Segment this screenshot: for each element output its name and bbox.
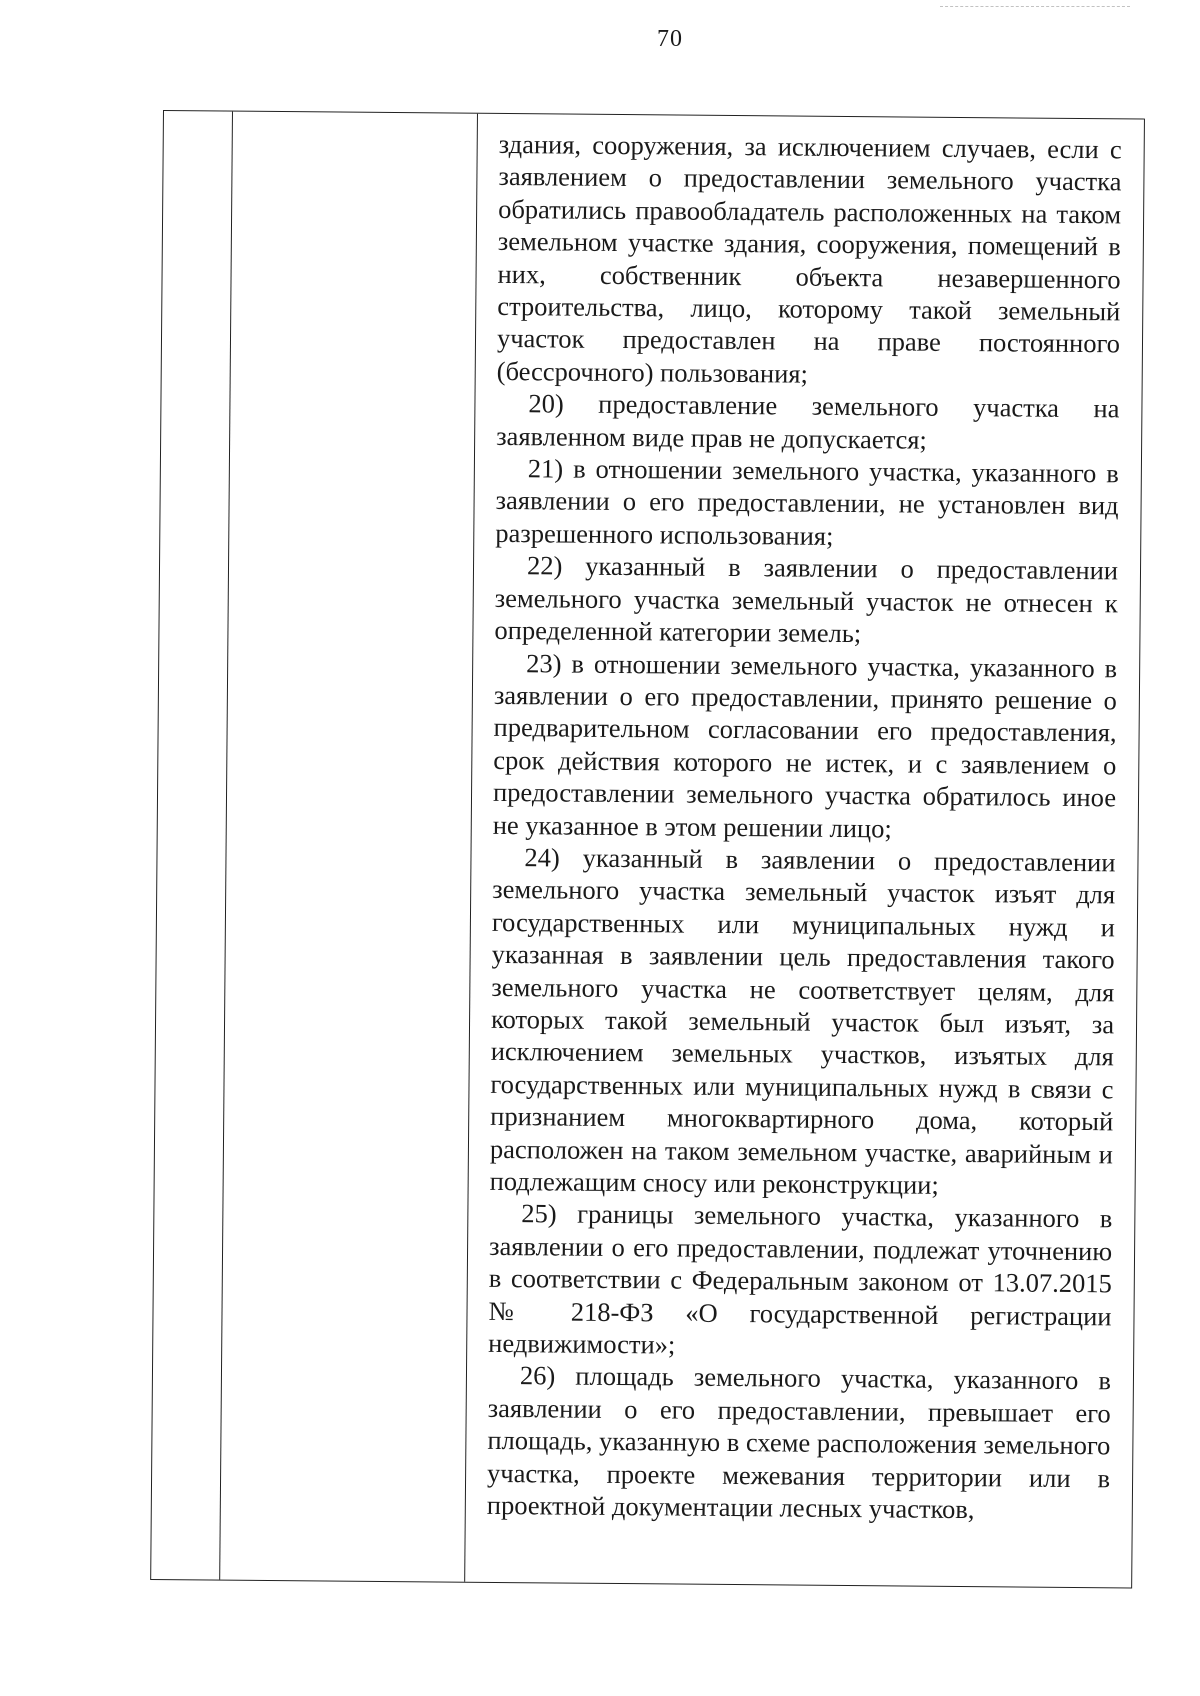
paragraph-item-21: 21) в отношении земельного участка, указанного в заявлении о его предоставлении, не установлен вид разрешенного использования; bbox=[495, 453, 1119, 551]
scan-artifact-line bbox=[940, 6, 1130, 9]
paragraph-item-20: 20) предоставление земельного участка на заявленном виде прав не допускается; bbox=[496, 388, 1120, 455]
paragraph-item-23: 23) в отношении земельного участка, указанного в заявлении о его предоставлении, принято решение о предварительном согласовании его предоставления, срок действия которого не истек, и с заявлением о предоставлении земельного участка обратилось иное не указанное в этом решении лицо; bbox=[492, 647, 1118, 843]
content-table bbox=[150, 110, 1145, 1589]
paragraph-item-26: 26) площадь земельного участка, указанного в заявлении о его предоставлении, превышает его площадь, указанную в схеме расположения земельного участка, проекте межевания территории или в проектной документации лесных участков, bbox=[486, 1360, 1112, 1525]
paragraph-item-25: 25) границы земельного участка, указанного в заявлении о его предоставлении, подлежат уточнению в соответствии с Федеральным законом от 13.07.2015 № 218-ФЗ «О государственной регистрации недвижимости»; bbox=[488, 1198, 1113, 1360]
paragraph-continuation: здания, сооружения, за исключением случаев, если с заявлением о предоставлении земельного участка обратились правообладатель расположенных на таком земельном участке здания, сооружения, помещений в них, собственник объекта незавершенного строительства, лицо, которому такой земельный участок предоставлен на праве постоянного (бессрочного) пользования; bbox=[496, 128, 1122, 389]
paragraph-item-24: 24) указанный в заявлении о предоставлении земельного участка земельный участок изъят для государственных или муниципальных нужд и указанная в заявлении цель предоставления такого земельного участка не соответствует целям, для которых такой земельный участок был изъят, за исключением земельных участков, изъятых для государственных или муниципальных нужд в связи с признанием многоквартирного дома, который расположен на таком земельном участке, аварийным и подлежащим сносу или реконструкции; bbox=[489, 842, 1116, 1200]
table-column-title bbox=[219, 112, 478, 1582]
table-column-text bbox=[466, 114, 1144, 1588]
paragraph-item-22: 22) указанный в заявлении о предоставлении земельного участка земельный участок не отнесен к определенной категории земель; bbox=[494, 550, 1119, 649]
page-number: 70 bbox=[657, 26, 683, 52]
